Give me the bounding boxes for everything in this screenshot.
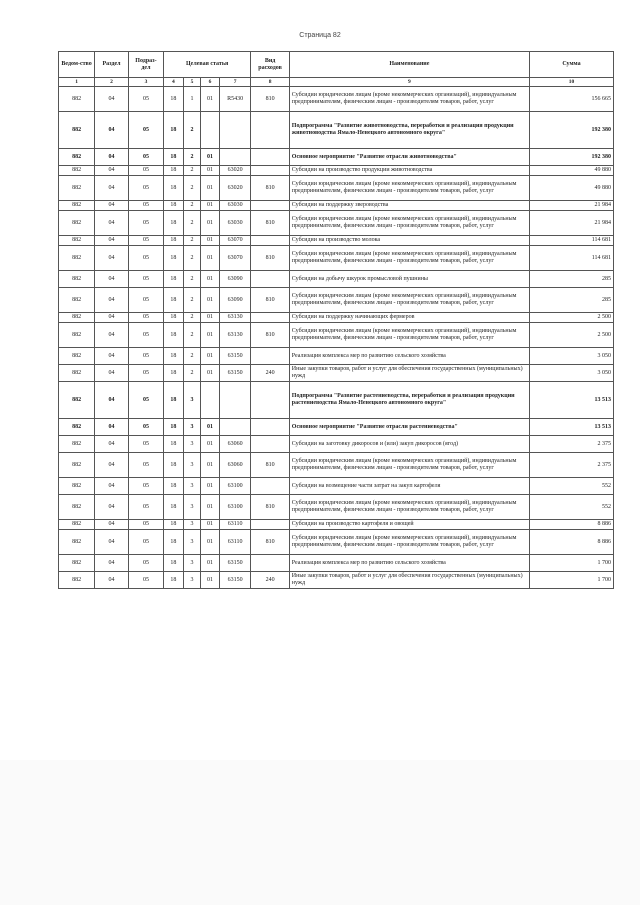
cell-expense-type bbox=[251, 520, 289, 530]
cell-razdel: 04 bbox=[95, 288, 129, 313]
cell-podrazdel: 05 bbox=[128, 313, 163, 323]
cell-target-program: 18 bbox=[163, 271, 183, 288]
cell-expense-type bbox=[251, 348, 289, 365]
cell-name: Субсидии на возмещение части затрат на закуп картофеля bbox=[289, 478, 529, 495]
cell-target-activity: 01 bbox=[201, 478, 220, 495]
column-number-row bbox=[59, 78, 614, 87]
cell-expense-type: 810 bbox=[251, 495, 289, 520]
cell-target-activity: 01 bbox=[201, 419, 220, 436]
table-row bbox=[59, 478, 614, 495]
cell-target-subprogram: 2 bbox=[183, 313, 200, 323]
cell-target-activity: 01 bbox=[201, 166, 220, 176]
cell-target-subprogram: 2 bbox=[183, 176, 200, 201]
cell-sum: 114 681 bbox=[529, 236, 613, 246]
cell-expense-type: 240 bbox=[251, 572, 289, 589]
cell-razdel: 04 bbox=[95, 530, 129, 555]
cell-sum: 2 375 bbox=[529, 453, 613, 478]
cell-podrazdel: 05 bbox=[128, 365, 163, 382]
cell-sum: 285 bbox=[529, 271, 613, 288]
budget-table bbox=[58, 51, 614, 589]
cell-ved: 882 bbox=[59, 365, 95, 382]
cell-target-direction: 63090 bbox=[219, 288, 250, 313]
cell-podrazdel: 05 bbox=[128, 211, 163, 236]
cell-target-program: 18 bbox=[163, 236, 183, 246]
cell-target-activity: 01 bbox=[201, 271, 220, 288]
page-background bbox=[0, 760, 640, 905]
cell-target-subprogram: 2 bbox=[183, 271, 200, 288]
cell-razdel: 04 bbox=[95, 87, 129, 112]
cell-target-direction bbox=[219, 149, 250, 166]
cell-expense-type: 810 bbox=[251, 87, 289, 112]
header-razdel: Раздел bbox=[95, 52, 129, 78]
col-number: 3 bbox=[128, 78, 163, 87]
cell-podrazdel: 05 bbox=[128, 555, 163, 572]
cell-target-direction: 63130 bbox=[219, 323, 250, 348]
cell-expense-type bbox=[251, 382, 289, 419]
cell-name: Реализация комплекса мер по развитию сельского хозяйства bbox=[289, 555, 529, 572]
col-number: 4 bbox=[163, 78, 183, 87]
cell-target-subprogram: 2 bbox=[183, 149, 200, 166]
cell-target-activity: 01 bbox=[201, 365, 220, 382]
cell-target-program: 18 bbox=[163, 313, 183, 323]
cell-sum: 49 880 bbox=[529, 176, 613, 201]
cell-expense-type bbox=[251, 236, 289, 246]
cell-expense-type bbox=[251, 271, 289, 288]
col-number: 8 bbox=[251, 78, 289, 87]
header-ved: Ведом-ство bbox=[59, 52, 95, 78]
cell-target-program: 18 bbox=[163, 555, 183, 572]
cell-podrazdel: 05 bbox=[128, 419, 163, 436]
cell-sum: 2 375 bbox=[529, 436, 613, 453]
cell-target-direction: 63090 bbox=[219, 271, 250, 288]
cell-target-direction: 63150 bbox=[219, 555, 250, 572]
cell-podrazdel: 05 bbox=[128, 271, 163, 288]
cell-target-direction: 63100 bbox=[219, 495, 250, 520]
header-podrazdel: Подраз-дел bbox=[128, 52, 163, 78]
cell-expense-type: 810 bbox=[251, 246, 289, 271]
table-row bbox=[59, 520, 614, 530]
cell-razdel: 04 bbox=[95, 495, 129, 520]
cell-razdel: 04 bbox=[95, 271, 129, 288]
cell-razdel: 04 bbox=[95, 365, 129, 382]
cell-ved: 882 bbox=[59, 520, 95, 530]
cell-target-program: 18 bbox=[163, 87, 183, 112]
cell-name: Субсидии юридическим лицам (кроме некоммерческих организаций), индивидуальным предпринимателям, физическим лицам - производителям товаров, работ, услуг bbox=[289, 495, 529, 520]
cell-razdel: 04 bbox=[95, 149, 129, 166]
table-row bbox=[59, 201, 614, 211]
cell-target-subprogram: 2 bbox=[183, 211, 200, 236]
cell-name: Основное мероприятие "Развитие отрасли растениеводства" bbox=[289, 419, 529, 436]
cell-target-activity: 01 bbox=[201, 211, 220, 236]
cell-name: Субсидии на производство продукции животноводства bbox=[289, 166, 529, 176]
cell-expense-type bbox=[251, 313, 289, 323]
cell-name: Субсидии юридическим лицам (кроме некоммерческих организаций), индивидуальным предпринимателям, физическим лицам - производителям товаров, работ, услуг bbox=[289, 323, 529, 348]
cell-target-direction: 63100 bbox=[219, 478, 250, 495]
col-number: 10 bbox=[529, 78, 613, 87]
cell-razdel: 04 bbox=[95, 176, 129, 201]
cell-target-subprogram: 2 bbox=[183, 201, 200, 211]
cell-target-program: 18 bbox=[163, 211, 183, 236]
cell-razdel: 04 bbox=[95, 166, 129, 176]
cell-name: Субсидии на производство картофеля и овощей bbox=[289, 520, 529, 530]
cell-podrazdel: 05 bbox=[128, 495, 163, 520]
cell-razdel: 04 bbox=[95, 419, 129, 436]
cell-target-subprogram: 2 bbox=[183, 166, 200, 176]
cell-name: Субсидии на поддержку звероводства bbox=[289, 201, 529, 211]
cell-target-program: 18 bbox=[163, 382, 183, 419]
cell-target-program: 18 bbox=[163, 246, 183, 271]
cell-target-program: 18 bbox=[163, 149, 183, 166]
cell-target-activity: 01 bbox=[201, 495, 220, 520]
cell-ved: 882 bbox=[59, 271, 95, 288]
cell-target-activity: 01 bbox=[201, 87, 220, 112]
cell-name: Иные закупки товаров, работ и услуг для обеспечения государственных (муниципальных) нужд bbox=[289, 365, 529, 382]
table-row bbox=[59, 555, 614, 572]
cell-target-direction: 63060 bbox=[219, 436, 250, 453]
cell-razdel: 04 bbox=[95, 201, 129, 211]
cell-sum: 1 700 bbox=[529, 572, 613, 589]
table-row bbox=[59, 436, 614, 453]
table-row bbox=[59, 176, 614, 201]
cell-target-subprogram: 3 bbox=[183, 419, 200, 436]
cell-sum: 3 050 bbox=[529, 365, 613, 382]
table-row bbox=[59, 323, 614, 348]
cell-name: Субсидии юридическим лицам (кроме некоммерческих организаций), индивидуальным предпринимателям, физическим лицам - производителям товаров, работ, услуг bbox=[289, 288, 529, 313]
cell-podrazdel: 05 bbox=[128, 166, 163, 176]
cell-ved: 882 bbox=[59, 436, 95, 453]
cell-target-activity bbox=[201, 382, 220, 419]
table-row bbox=[59, 382, 614, 419]
cell-expense-type bbox=[251, 419, 289, 436]
cell-razdel: 04 bbox=[95, 348, 129, 365]
cell-target-direction: 63070 bbox=[219, 246, 250, 271]
cell-target-subprogram: 3 bbox=[183, 382, 200, 419]
table-row bbox=[59, 572, 614, 589]
cell-sum: 2 500 bbox=[529, 313, 613, 323]
cell-sum: 114 681 bbox=[529, 246, 613, 271]
cell-podrazdel: 05 bbox=[128, 246, 163, 271]
cell-sum: 13 513 bbox=[529, 382, 613, 419]
header-celevaya: Целевая статья bbox=[163, 52, 250, 78]
col-number: 5 bbox=[183, 78, 200, 87]
cell-podrazdel: 05 bbox=[128, 288, 163, 313]
cell-razdel: 04 bbox=[95, 436, 129, 453]
cell-target-program: 18 bbox=[163, 288, 183, 313]
cell-sum: 2 500 bbox=[529, 323, 613, 348]
table-row bbox=[59, 419, 614, 436]
cell-podrazdel: 05 bbox=[128, 453, 163, 478]
cell-ved: 882 bbox=[59, 478, 95, 495]
header-name: Наименование bbox=[289, 52, 529, 78]
cell-target-subprogram: 3 bbox=[183, 520, 200, 530]
cell-target-subprogram: 2 bbox=[183, 365, 200, 382]
cell-target-direction: 63060 bbox=[219, 453, 250, 478]
cell-target-activity: 01 bbox=[201, 323, 220, 348]
cell-target-direction: 63020 bbox=[219, 166, 250, 176]
table-header bbox=[59, 52, 614, 87]
cell-podrazdel: 05 bbox=[128, 176, 163, 201]
table-row bbox=[59, 246, 614, 271]
table-row bbox=[59, 313, 614, 323]
cell-sum: 8 886 bbox=[529, 520, 613, 530]
cell-expense-type: 240 bbox=[251, 365, 289, 382]
cell-target-program: 18 bbox=[163, 176, 183, 201]
cell-target-direction: 63070 bbox=[219, 236, 250, 246]
cell-target-activity: 01 bbox=[201, 201, 220, 211]
header-sum: Сумма bbox=[529, 52, 613, 78]
cell-target-program: 18 bbox=[163, 436, 183, 453]
cell-target-program: 18 bbox=[163, 112, 183, 149]
cell-ved: 882 bbox=[59, 419, 95, 436]
cell-target-program: 18 bbox=[163, 201, 183, 211]
cell-ved: 882 bbox=[59, 572, 95, 589]
table-row bbox=[59, 530, 614, 555]
cell-ved: 882 bbox=[59, 176, 95, 201]
cell-target-activity: 01 bbox=[201, 288, 220, 313]
cell-ved: 882 bbox=[59, 530, 95, 555]
cell-sum: 8 886 bbox=[529, 530, 613, 555]
cell-target-subprogram: 2 bbox=[183, 112, 200, 149]
cell-sum: 552 bbox=[529, 495, 613, 520]
cell-expense-type bbox=[251, 201, 289, 211]
cell-target-subprogram: 3 bbox=[183, 530, 200, 555]
cell-podrazdel: 05 bbox=[128, 382, 163, 419]
cell-expense-type: 810 bbox=[251, 288, 289, 313]
cell-podrazdel: 05 bbox=[128, 530, 163, 555]
cell-ved: 882 bbox=[59, 555, 95, 572]
cell-sum: 13 513 bbox=[529, 419, 613, 436]
cell-razdel: 04 bbox=[95, 323, 129, 348]
cell-target-activity: 01 bbox=[201, 313, 220, 323]
cell-podrazdel: 05 bbox=[128, 520, 163, 530]
cell-target-direction bbox=[219, 382, 250, 419]
cell-sum: 192 380 bbox=[529, 149, 613, 166]
cell-ved: 882 bbox=[59, 323, 95, 348]
cell-podrazdel: 05 bbox=[128, 201, 163, 211]
cell-target-subprogram: 2 bbox=[183, 288, 200, 313]
cell-target-subprogram: 2 bbox=[183, 323, 200, 348]
cell-expense-type: 810 bbox=[251, 176, 289, 201]
cell-ved: 882 bbox=[59, 211, 95, 236]
cell-razdel: 04 bbox=[95, 236, 129, 246]
cell-target-direction: 63020 bbox=[219, 176, 250, 201]
cell-ved: 882 bbox=[59, 495, 95, 520]
cell-target-activity bbox=[201, 112, 220, 149]
cell-expense-type: 810 bbox=[251, 323, 289, 348]
cell-target-activity: 01 bbox=[201, 348, 220, 365]
cell-podrazdel: 05 bbox=[128, 87, 163, 112]
table-row bbox=[59, 348, 614, 365]
cell-podrazdel: 05 bbox=[128, 436, 163, 453]
cell-expense-type bbox=[251, 112, 289, 149]
cell-target-program: 18 bbox=[163, 572, 183, 589]
cell-name: Реализация комплекса мер по развитию сельского хозяйства bbox=[289, 348, 529, 365]
table-row bbox=[59, 87, 614, 112]
cell-expense-type: 810 bbox=[251, 453, 289, 478]
cell-sum: 3 050 bbox=[529, 348, 613, 365]
cell-ved: 882 bbox=[59, 313, 95, 323]
cell-ved: 882 bbox=[59, 382, 95, 419]
cell-name: Субсидии на поддержку начинающих фермеров bbox=[289, 313, 529, 323]
cell-podrazdel: 05 bbox=[128, 478, 163, 495]
cell-name: Подпрограмма "Развитие животноводства, переработки и реализация продукции животноводства Ямало-Ненецкого автономного округа" bbox=[289, 112, 529, 149]
cell-ved: 882 bbox=[59, 246, 95, 271]
cell-target-direction: 63130 bbox=[219, 313, 250, 323]
cell-sum: 49 880 bbox=[529, 166, 613, 176]
page-number: Страница 82 bbox=[299, 32, 341, 39]
cell-target-activity: 01 bbox=[201, 530, 220, 555]
cell-expense-type bbox=[251, 436, 289, 453]
cell-target-program: 18 bbox=[163, 166, 183, 176]
cell-target-program: 18 bbox=[163, 478, 183, 495]
cell-ved: 882 bbox=[59, 149, 95, 166]
table-row bbox=[59, 365, 614, 382]
cell-sum: 192 380 bbox=[529, 112, 613, 149]
table-row bbox=[59, 288, 614, 313]
cell-name: Субсидии юридическим лицам (кроме некоммерческих организаций), индивидуальным предпринимателям, физическим лицам - производителям товаров, работ, услуг bbox=[289, 530, 529, 555]
table-row bbox=[59, 271, 614, 288]
cell-sum: 21 984 bbox=[529, 201, 613, 211]
cell-target-subprogram: 3 bbox=[183, 555, 200, 572]
cell-name: Субсидии на добычу шкурок промысловой пушнины bbox=[289, 271, 529, 288]
cell-target-direction: 63150 bbox=[219, 365, 250, 382]
table-row bbox=[59, 166, 614, 176]
cell-ved: 882 bbox=[59, 112, 95, 149]
cell-ved: 882 bbox=[59, 236, 95, 246]
table-row bbox=[59, 236, 614, 246]
cell-ved: 882 bbox=[59, 348, 95, 365]
cell-name: Субсидии на заготовку дикоросов и (или) закуп дикоросов (ягод) bbox=[289, 436, 529, 453]
cell-razdel: 04 bbox=[95, 112, 129, 149]
cell-target-program: 18 bbox=[163, 323, 183, 348]
cell-name: Основное мероприятие "Развитие отрасли животноводства" bbox=[289, 149, 529, 166]
cell-target-activity: 01 bbox=[201, 149, 220, 166]
cell-name: Субсидии на производство молока bbox=[289, 236, 529, 246]
col-number: 2 bbox=[95, 78, 129, 87]
cell-podrazdel: 05 bbox=[128, 149, 163, 166]
cell-podrazdel: 05 bbox=[128, 572, 163, 589]
cell-name: Субсидии юридическим лицам (кроме некоммерческих организаций), индивидуальным предпринимателям, физическим лицам - производителям товаров, работ, услуг bbox=[289, 211, 529, 236]
cell-sum: 156 665 bbox=[529, 87, 613, 112]
cell-target-program: 18 bbox=[163, 453, 183, 478]
cell-target-activity: 01 bbox=[201, 236, 220, 246]
cell-ved: 882 bbox=[59, 288, 95, 313]
cell-target-program: 18 bbox=[163, 495, 183, 520]
cell-target-activity: 01 bbox=[201, 246, 220, 271]
cell-target-direction: 63110 bbox=[219, 520, 250, 530]
cell-name: Субсидии юридическим лицам (кроме некоммерческих организаций), индивидуальным предпринимателям, физическим лицам - производителям товаров, работ, услуг bbox=[289, 176, 529, 201]
cell-razdel: 04 bbox=[95, 478, 129, 495]
cell-razdel: 04 bbox=[95, 572, 129, 589]
cell-podrazdel: 05 bbox=[128, 236, 163, 246]
table-row bbox=[59, 495, 614, 520]
cell-expense-type: 810 bbox=[251, 211, 289, 236]
cell-target-subprogram: 3 bbox=[183, 478, 200, 495]
col-number: 6 bbox=[201, 78, 220, 87]
cell-target-direction: 63030 bbox=[219, 211, 250, 236]
cell-target-program: 18 bbox=[163, 365, 183, 382]
cell-name: Субсидии юридическим лицам (кроме некоммерческих организаций), индивидуальным предпринимателям, физическим лицам - производителям товаров, работ, услуг bbox=[289, 246, 529, 271]
cell-target-program: 18 bbox=[163, 419, 183, 436]
cell-name: Подпрограмма "Развитие растениеводства, переработки и реализация продукции растениеводства Ямало-Ненецкого автономного округа" bbox=[289, 382, 529, 419]
cell-target-subprogram: 1 bbox=[183, 87, 200, 112]
cell-target-subprogram: 2 bbox=[183, 236, 200, 246]
cell-ved: 882 bbox=[59, 453, 95, 478]
cell-target-subprogram: 3 bbox=[183, 453, 200, 478]
header-vid: Вид расходов bbox=[251, 52, 289, 78]
col-number: 1 bbox=[59, 78, 95, 87]
cell-target-activity: 01 bbox=[201, 572, 220, 589]
cell-podrazdel: 05 bbox=[128, 112, 163, 149]
cell-podrazdel: 05 bbox=[128, 323, 163, 348]
cell-name: Субсидии юридическим лицам (кроме некоммерческих организаций), индивидуальным предпринимателям, физическим лицам - производителям товаров, работ, услуг bbox=[289, 87, 529, 112]
cell-podrazdel: 05 bbox=[128, 348, 163, 365]
table-row bbox=[59, 211, 614, 236]
cell-razdel: 04 bbox=[95, 246, 129, 271]
cell-sum: 285 bbox=[529, 288, 613, 313]
table-row bbox=[59, 112, 614, 149]
cell-target-program: 18 bbox=[163, 348, 183, 365]
cell-name: Иные закупки товаров, работ и услуг для обеспечения государственных (муниципальных) нужд bbox=[289, 572, 529, 589]
cell-expense-type bbox=[251, 149, 289, 166]
cell-expense-type bbox=[251, 166, 289, 176]
col-number: 7 bbox=[219, 78, 250, 87]
cell-razdel: 04 bbox=[95, 382, 129, 419]
cell-target-direction: 63150 bbox=[219, 572, 250, 589]
col-number: 9 bbox=[289, 78, 529, 87]
cell-ved: 882 bbox=[59, 166, 95, 176]
cell-target-subprogram: 3 bbox=[183, 572, 200, 589]
table-row bbox=[59, 149, 614, 166]
cell-target-direction: 63150 bbox=[219, 348, 250, 365]
cell-ved: 882 bbox=[59, 201, 95, 211]
cell-name: Субсидии юридическим лицам (кроме некоммерческих организаций), индивидуальным предпринимателям, физическим лицам - производителям товаров, работ, услуг bbox=[289, 453, 529, 478]
cell-target-activity: 01 bbox=[201, 453, 220, 478]
table-body bbox=[59, 87, 614, 589]
cell-target-program: 18 bbox=[163, 530, 183, 555]
cell-target-activity: 01 bbox=[201, 520, 220, 530]
cell-target-subprogram: 3 bbox=[183, 495, 200, 520]
cell-target-subprogram: 2 bbox=[183, 246, 200, 271]
cell-target-direction bbox=[219, 112, 250, 149]
cell-razdel: 04 bbox=[95, 313, 129, 323]
cell-razdel: 04 bbox=[95, 453, 129, 478]
table-row bbox=[59, 453, 614, 478]
cell-razdel: 04 bbox=[95, 520, 129, 530]
cell-target-activity: 01 bbox=[201, 436, 220, 453]
cell-target-subprogram: 3 bbox=[183, 436, 200, 453]
cell-expense-type bbox=[251, 478, 289, 495]
cell-sum: 21 984 bbox=[529, 211, 613, 236]
cell-ved: 882 bbox=[59, 87, 95, 112]
cell-target-activity: 01 bbox=[201, 176, 220, 201]
cell-target-activity: 01 bbox=[201, 555, 220, 572]
cell-target-direction: 63110 bbox=[219, 530, 250, 555]
cell-razdel: 04 bbox=[95, 211, 129, 236]
cell-expense-type: 810 bbox=[251, 530, 289, 555]
cell-target-direction: R5430 bbox=[219, 87, 250, 112]
cell-sum: 1 700 bbox=[529, 555, 613, 572]
cell-target-direction: 63030 bbox=[219, 201, 250, 211]
cell-target-subprogram: 2 bbox=[183, 348, 200, 365]
cell-sum: 552 bbox=[529, 478, 613, 495]
cell-expense-type bbox=[251, 555, 289, 572]
cell-target-direction bbox=[219, 419, 250, 436]
cell-target-program: 18 bbox=[163, 520, 183, 530]
cell-razdel: 04 bbox=[95, 555, 129, 572]
